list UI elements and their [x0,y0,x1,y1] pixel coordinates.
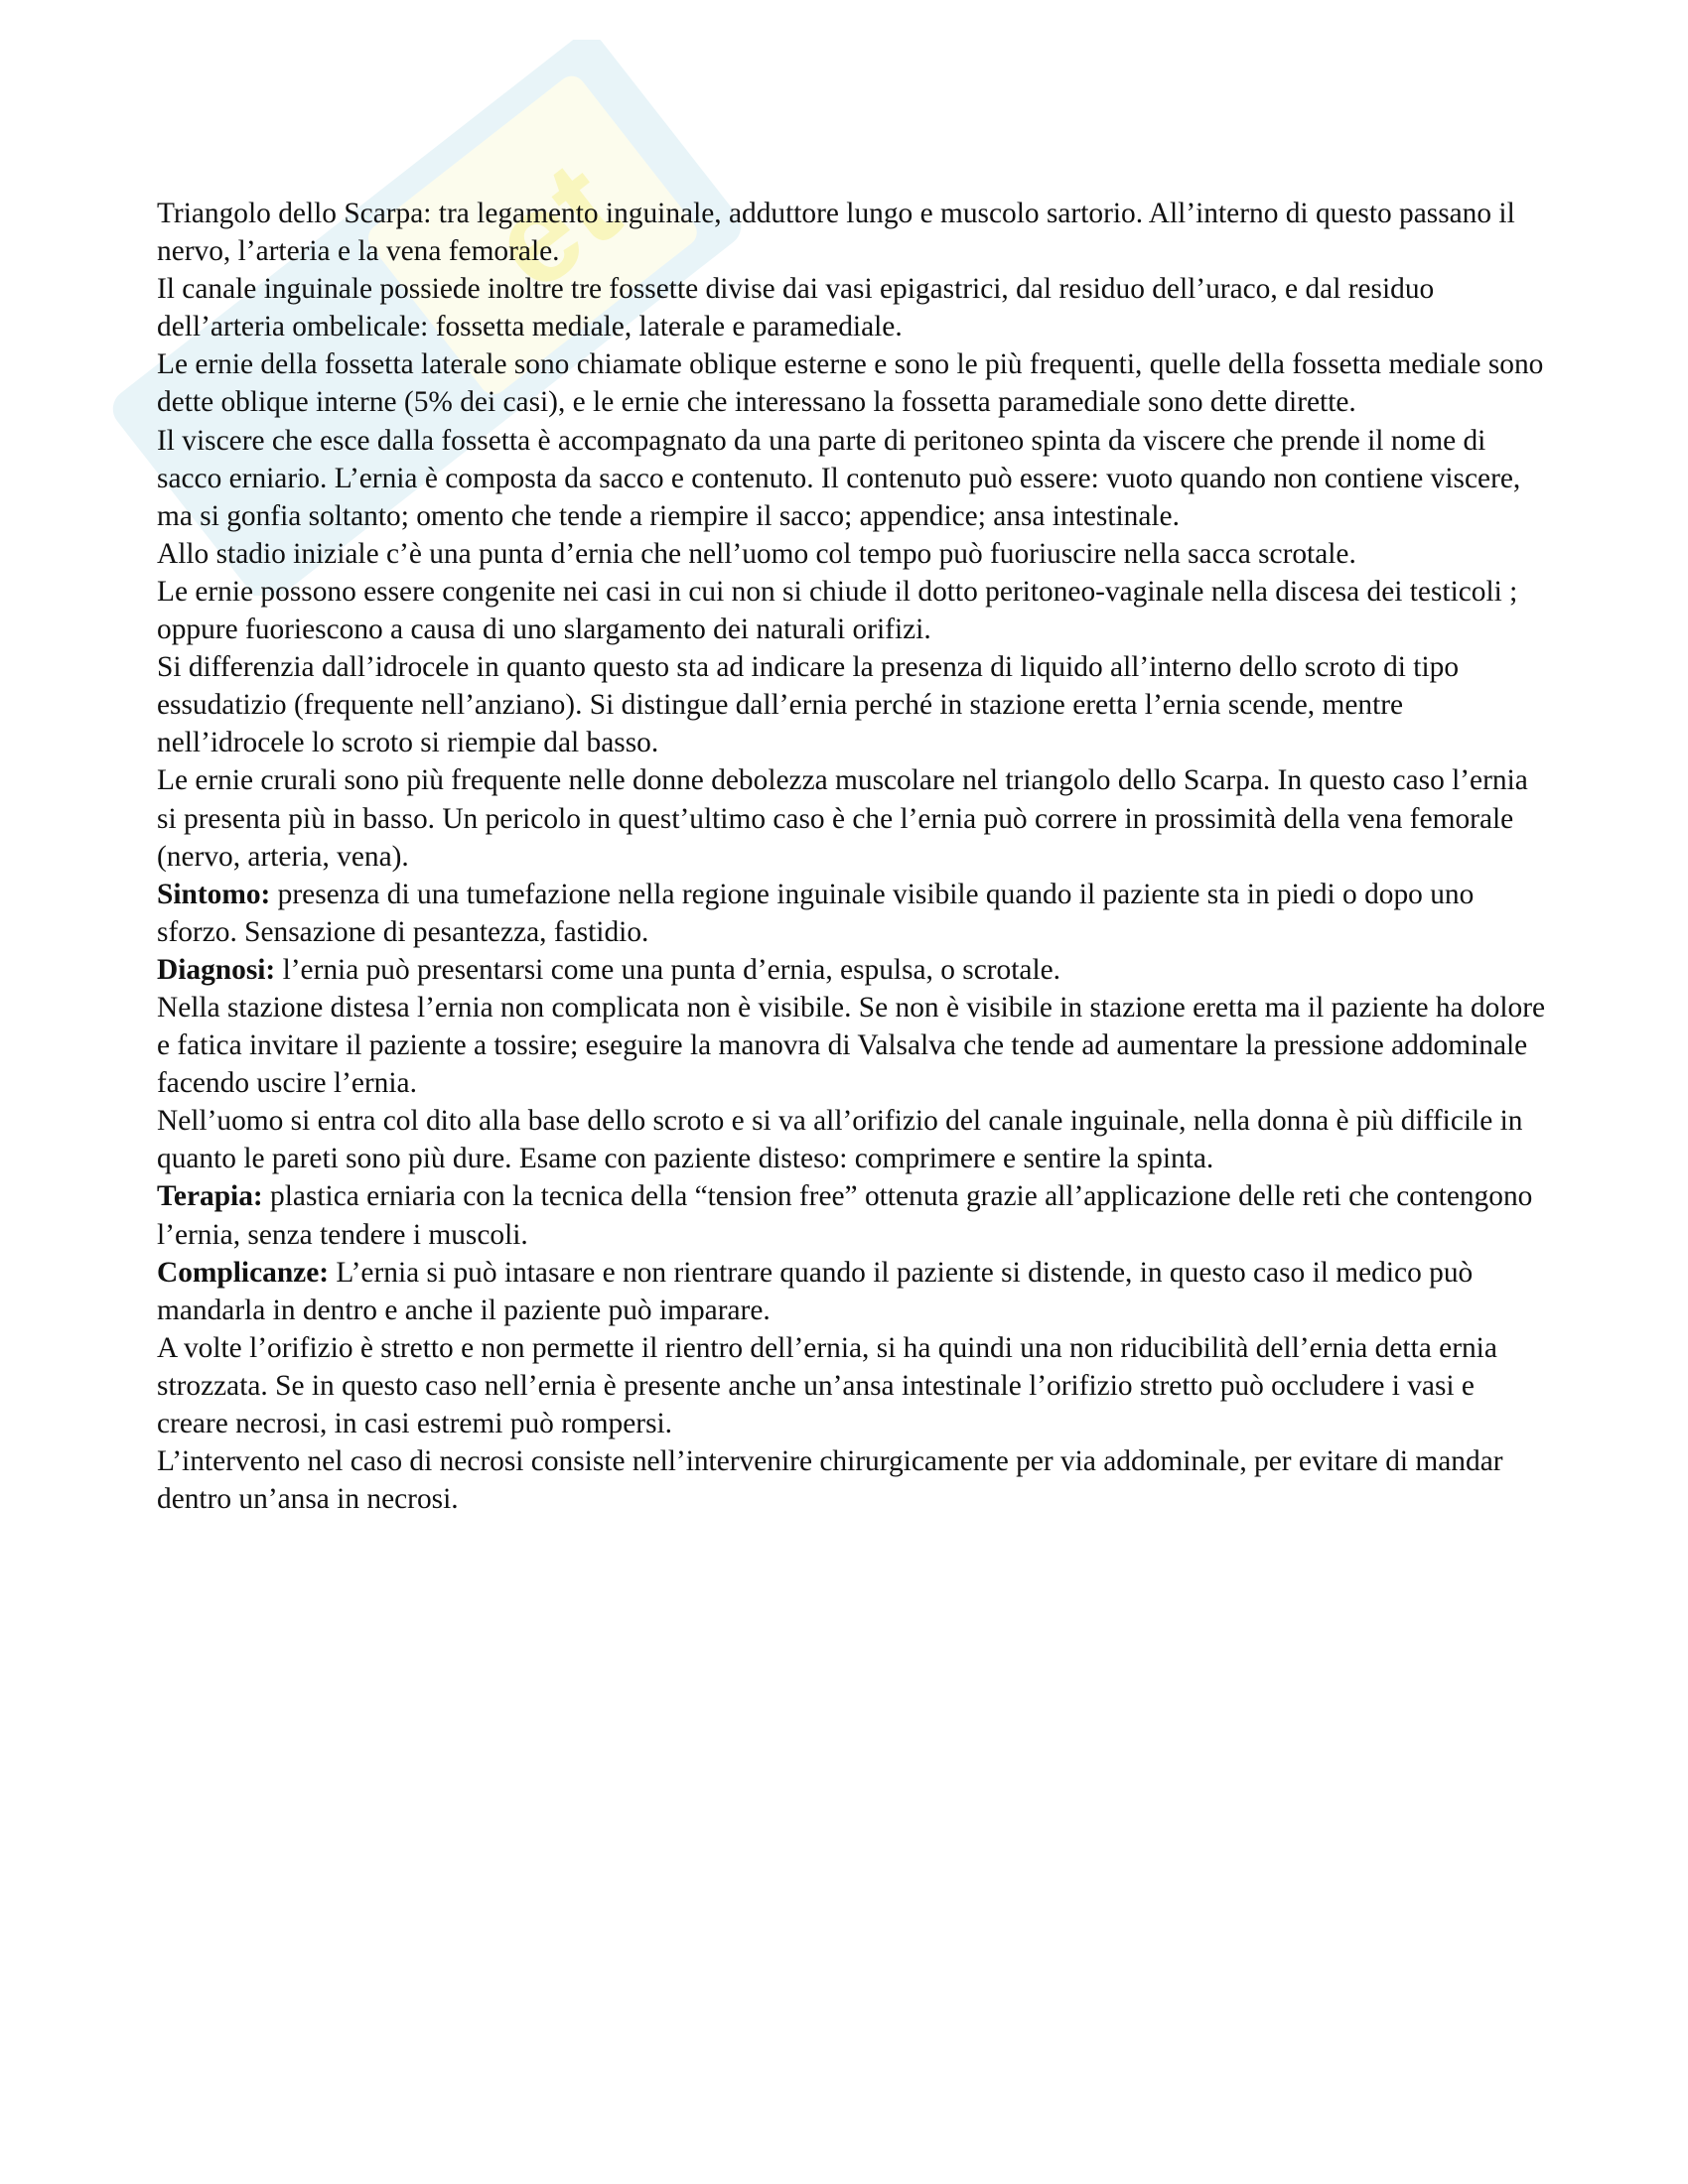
paragraph-text: Nella stazione distesa l’ernia non complicata non è visibile. Se non è visibile in stazione eretta ma il paziente ha dolore e fatica invitare il paziente a tossire; eseguire la manovra di Valsalva che tende ad aumentare la pressione addominale facendo uscire l’ernia. [157,991,1546,1100]
section-label: Sintomo: [157,878,271,910]
paragraph-text: Le ernie della fossetta laterale sono chiamate oblique esterne e sono le più frequenti, quelle della fossetta mediale sono dette oblique interne (5% dei casi), e le ernie che interessano la fossetta paramediale sono dette dirette. [157,348,1544,419]
paragraph [157,1442,1547,1518]
paragraph [157,270,1547,345]
paragraph [157,951,1547,989]
section-label: Diagnosi: [157,953,276,986]
section-label: Terapia: [157,1180,263,1213]
paragraph-text: l’ernia può presentarsi come una punta d’ernia, espulsa, o scrotale. [275,953,1061,986]
paragraph-text: A volte l’orifizio è stretto e non permette il rientro dell’ernia, si ha quindi una non riducibilità dell’ernia detta ernia strozzata. Se in questo caso nell’ernia è presente anche un’ansa intestinale l’orifizio stretto può occludere i vasi e creare necrosi, in casi estremi può rompersi. [157,1331,1497,1439]
paragraph [157,1177,1547,1253]
paragraph-text: Nell’uomo si entra col dito alla base dello scroto e si va all’orifizio del canale inguinale, nella donna è più difficile in quanto le pareti sono più dure. Esame con paziente disteso: comprimere e sentire la spinta. [157,1105,1523,1175]
paragraph [157,761,1547,875]
paragraph-text: L’intervento nel caso di necrosi consiste nell’intervenire chirurgicamente per via addominale, per evitare di mandar dentro un’ansa in necrosi. [157,1445,1503,1516]
paragraph-text: Si differenzia dall’idrocele in quanto questo sta ad indicare la presenza di liquido all’interno dello scroto di tipo essudatizio (frequente nell’anziano). Si distingue dall’ernia perché in stazione eretta l’ernia scende, mentre nell’idrocele lo scroto si riempie dal basso. [157,651,1460,759]
paragraph [157,989,1547,1102]
paragraph-text: presenza di una tumefazione nella regione inguinale visibile quando il paziente sta in piedi o dopo uno sforzo. Sensazione di pesantezza, fastidio. [157,878,1475,948]
document-body [157,195,1547,1518]
paragraph-text: Le ernie possono essere congenite nei casi in cui non si chiude il dotto peritoneo-vaginale nella discesa dei testicoli ; oppure fuoriescono a causa di uno slargamento dei naturali orifizi. [157,575,1518,646]
paragraph-text: L’ernia si può intasare e non rientrare quando il paziente si distende, in questo caso il medico può mandarla in dentro e anche il paziente può imparare. [157,1256,1474,1326]
paragraph [157,1254,1547,1329]
paragraph [157,573,1547,648]
paragraph [157,345,1547,421]
paragraph [157,195,1547,270]
paragraph-text: Triangolo dello Scarpa: tra legamento inguinale, adduttore lungo e muscolo sartorio. All’interno di questo passano il nervo, l’arteria e la vena femorale. [157,198,1515,268]
paragraph-text: Il canale inguinale possiede inoltre tre fossette divise dai vasi epigastrici, dal residuo dell’uraco, e dal residuo dell’arteria ombelicale: fossetta mediale, laterale e paramediale. [157,273,1435,343]
paragraph [157,535,1547,573]
paragraph [157,648,1547,761]
paragraph-text: Le ernie crurali sono più frequente nelle donne debolezza muscolare nel triangolo dello Scarpa. In questo caso l’ernia si presenta più in basso. Un pericolo in quest’ultimo caso è che l’ernia può correre in prossimità della vena femorale (nervo, arteria, vena). [157,764,1528,873]
paragraph [157,422,1547,535]
paragraph-text: plastica erniaria con la tecnica della “tension free” ottenuta grazie all’applicazione delle reti che contengono l’ernia, senza tendere i muscoli. [157,1180,1533,1251]
paragraph [157,876,1547,951]
watermark-text: et [463,132,643,318]
section-label: Complicanze: [157,1256,330,1289]
paragraph-text: Allo stadio iniziale c’è una punta d’ernia che nell’uomo col tempo può fuoriuscire nella sacca scrotale. [157,537,1356,570]
paragraph [157,1329,1547,1442]
paragraph [157,1102,1547,1177]
paragraph-text: Il viscere che esce dalla fossetta è accompagnato da una parte di peritoneo spinta da viscere che prende il nome di sacco erniario. L’ernia è composta da sacco e contenuto. Il contenuto può essere: vuoto quando non contiene viscere, ma si gonfia soltanto; omento che tende a riempire il sacco; appendice; ansa intestinale. [157,424,1521,532]
